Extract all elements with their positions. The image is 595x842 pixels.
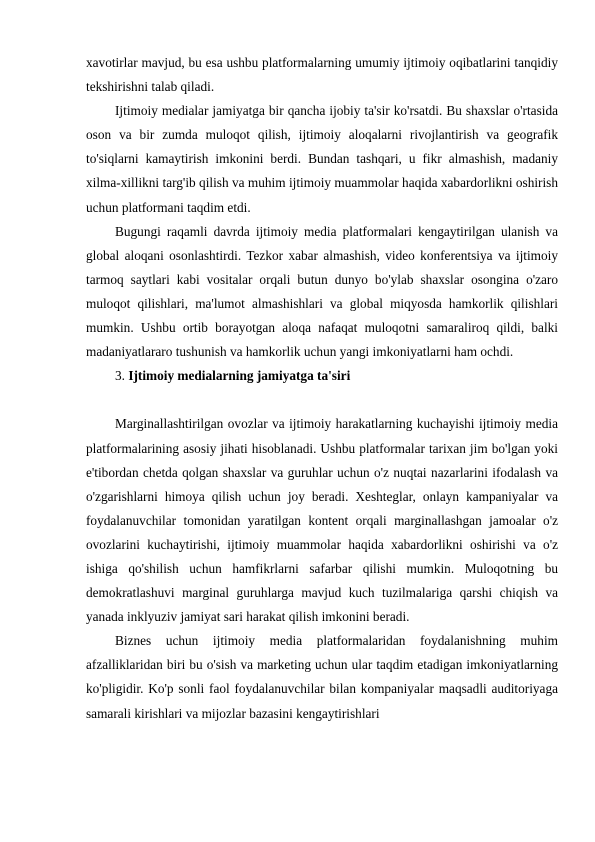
paragraph-marginalized-voices: Marginallashtirilgan ovozlar va ijtimoiy harakatlarning kuchayishi ijtimoiy media platformalarining asosiy jihati hisoblanadi. Ushbu platformalar tarixan jim bo'lgan yoki e'tibordan chetda qolgan shaxslar va guruhlar uchun o'z nuqtai nazarlarini ifodalash va o'zgarishlarni himoya qilish uchun joy beradi. Xeshteglar, onlayn kampaniyalar va foydalanuvchilar tomonidan yaratilgan kontent orqali marginallashgan jamoalar o'z ovozlarini kuchaytirishi, ijtimoiy muammolar haqida xabardorlikni oshirishi va o'z ishiga qo'shilish uchun hamfikrlarni safarbar qilishi mumkin. Muloqotning bu demokratlashuvi marginal guruhlarga mavjud kuch tuzilmalariga qarshi chiqish va yanada inklyuziv jamiyat sari harakat qilish imkonini beradi. bbox=[86, 416, 558, 625]
document-page bbox=[86, 51, 558, 726]
paragraph-business-advantages: Biznes uchun ijtimoiy media platformalaridan foydalanishning muhim afzalliklaridan biri bu o'sish va marketing uchun ular taqdim etadigan imkoniyatlarning ko'pligidir. Ko'p sonli faol foydalanuvchilar bilan kompaniyalar maqsadli auditoriyaga samarali kirishlari va mijozlar bazasini kengaytirishlari bbox=[86, 633, 558, 721]
section-title: Ijtimoiy medialarning jamiyatga ta'siri bbox=[128, 368, 351, 384]
section-heading bbox=[86, 364, 558, 388]
paragraph-positive-impact: Ijtimoiy medialar jamiyatga bir qancha ijobiy ta'sir ko'rsatdi. Bu shaxslar o'rtasida oson va bir zumda muloqot qilish, ijtimoiy aloqalarni rivojlantirish va geografik to'siqlarni kamaytirish imkonini berdi. Bundan tashqari, u fikr almashish, madaniy xilma-xillikni targ'ib qilish va muhim ijtimoiy muammolar haqida xabardorlikni oshirish uchun platformani taqdim etdi. bbox=[86, 103, 558, 215]
paragraph-global-connectivity: Bugungi raqamli davrda ijtimoiy media platformalari kengaytirilgan ulanish va global aloqani osonlashtirdi. Tezkor xabar almashish, video konferentsiya va ijtimoiy tarmoq saytlari kabi vositalar orqali butun dunyo bo'ylab shaxslar osongina o'zaro muloqot qilishlari, ma'lumot almashishlari va global miqyosda hamkorlik qilishlari mumkin. Ushbu ortib borayotgan aloqa nafaqat muloqotni samaraliroq qildi, balki madaniyatlararo tushunish va hamkorlik uchun yangi imkoniyatlarni ham ochdi. bbox=[86, 223, 558, 360]
blank-line bbox=[86, 388, 558, 412]
section-number: 3. bbox=[115, 368, 125, 384]
paragraph-continuation: xavotirlar mavjud, bu esa ushbu platformalarning umumiy ijtimoiy oqibatlarini tanqidiy tekshirishni talab qiladi. bbox=[86, 55, 558, 95]
